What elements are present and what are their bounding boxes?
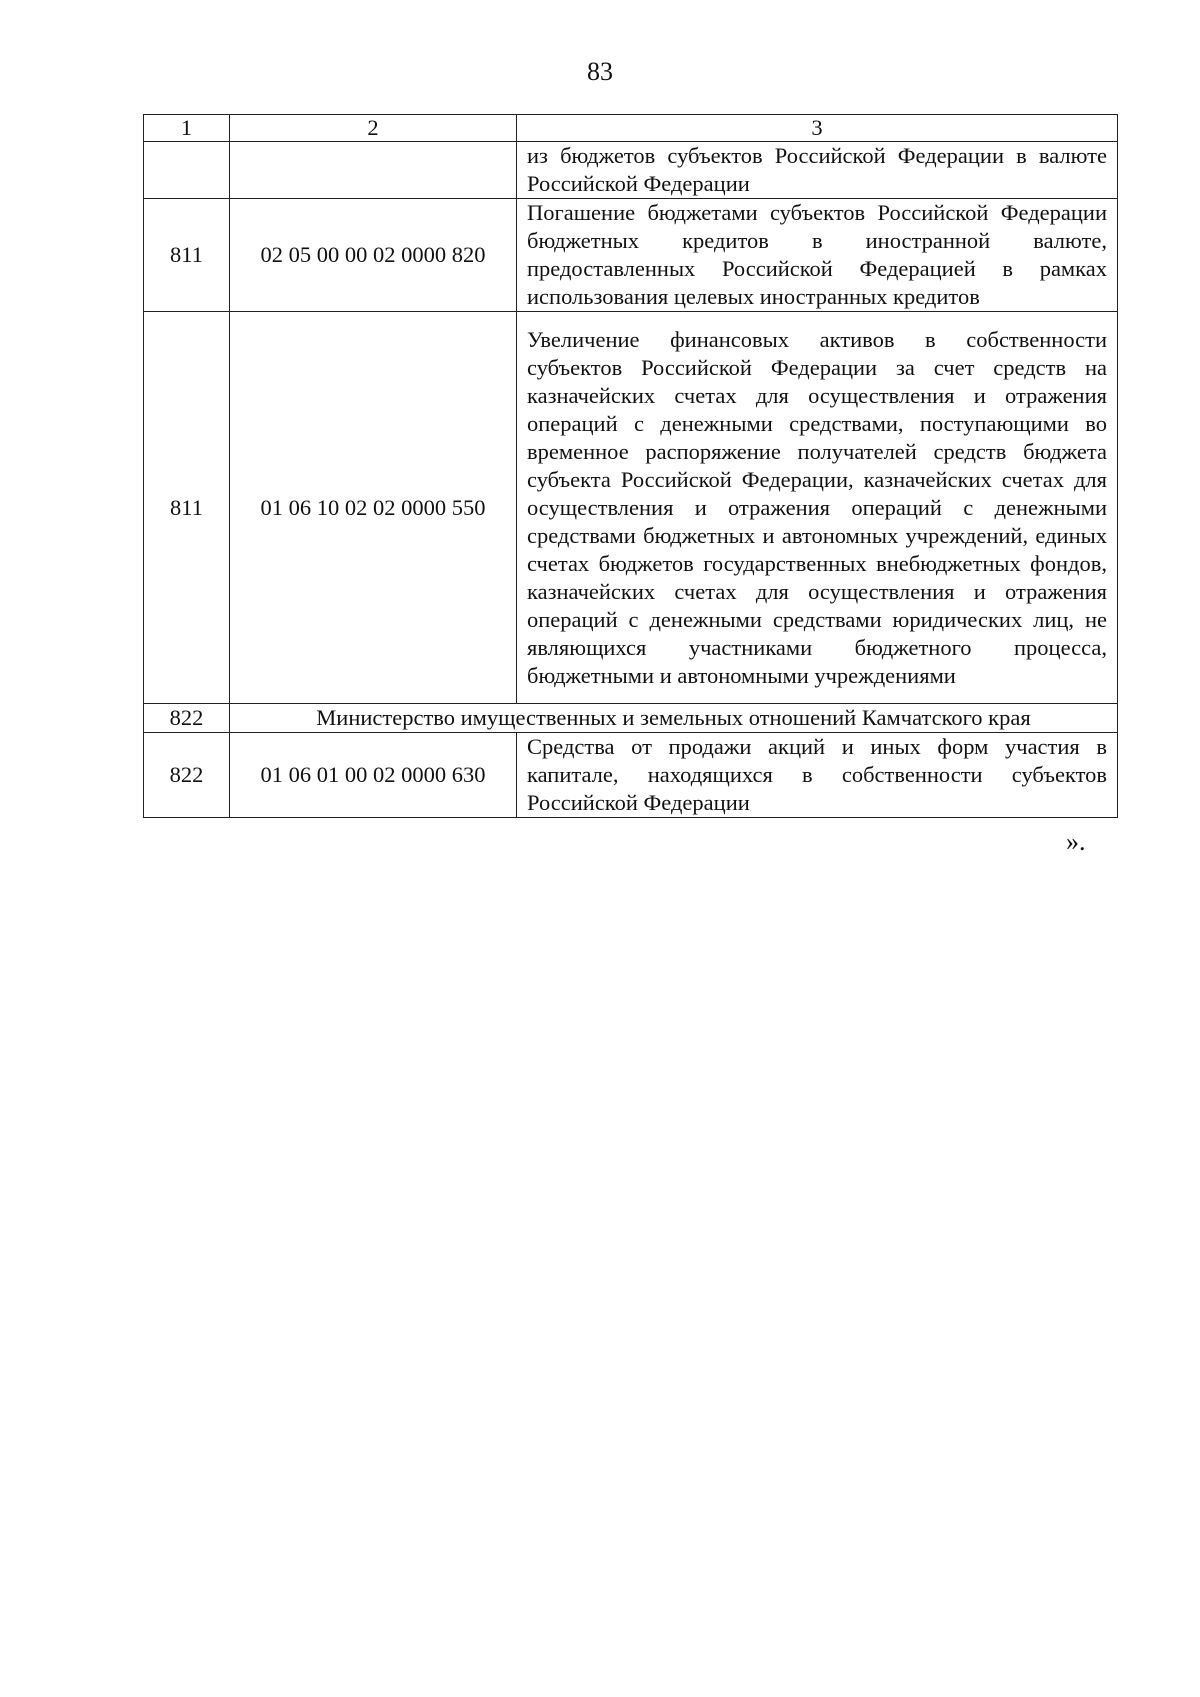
- section-row: [144, 704, 1118, 733]
- closing-quote-mark: ».: [1066, 827, 1086, 856]
- table-row: [144, 199, 1118, 312]
- description-cell: Погашение бюджетами субъектов Российской Федерации бюджетных кредитов в иностранной валюте, предоставленных Российской Федерацией в рамках использования целевых иностранных кредитов: [517, 199, 1118, 312]
- admin-code-cell: 811: [144, 312, 230, 704]
- page-number: 83: [587, 57, 613, 86]
- column-number-1: 1: [144, 115, 230, 142]
- column-number-2: 2: [230, 115, 517, 142]
- source-code-cell: 01 06 01 00 02 0000 630: [230, 733, 517, 818]
- description-cell: из бюджетов субъектов Российской Федерации в валюте Российской Федерации: [517, 142, 1118, 199]
- admin-code-cell: 811: [144, 199, 230, 312]
- table-row: [144, 312, 1118, 704]
- section-title-cell: Министерство имущественных и земельных отношений Камчатского края: [230, 704, 1118, 733]
- admin-code-cell: [144, 142, 230, 199]
- table-header-row: [144, 115, 1118, 142]
- description-cell: Увеличение финансовых активов в собственности субъектов Российской Федерации за счет средств на казначейских счетах для осуществления и отражения операций с денежными средствами, поступающими во временное распоряжение получателей средств бюджета субъекта Российской Федерации, казначейских счетах для осуществления и отражения операций с денежными средствами бюджетных и автономных учреждений, единых счетах бюджетов государственных внебюджетных фондов, казначейских счетах для осуществления и отражения операций с денежными средствами юридических лиц, не являющихся участниками бюджетного процесса, бюджетными и автономными учреждениями: [517, 312, 1118, 704]
- table-row: [144, 733, 1118, 818]
- column-number-3: 3: [517, 115, 1118, 142]
- admin-code-cell: 822: [144, 704, 230, 733]
- source-code-cell: 01 06 10 02 02 0000 550: [230, 312, 517, 704]
- source-code-cell: 02 05 00 00 02 0000 820: [230, 199, 517, 312]
- admin-code-cell: 822: [144, 733, 230, 818]
- source-code-cell: [230, 142, 517, 199]
- table-row: [144, 142, 1118, 199]
- description-cell: Средства от продажи акций и иных форм участия в капитале, находящихся в собственности субъектов Российской Федерации: [517, 733, 1118, 818]
- budget-sources-table: [143, 114, 1118, 818]
